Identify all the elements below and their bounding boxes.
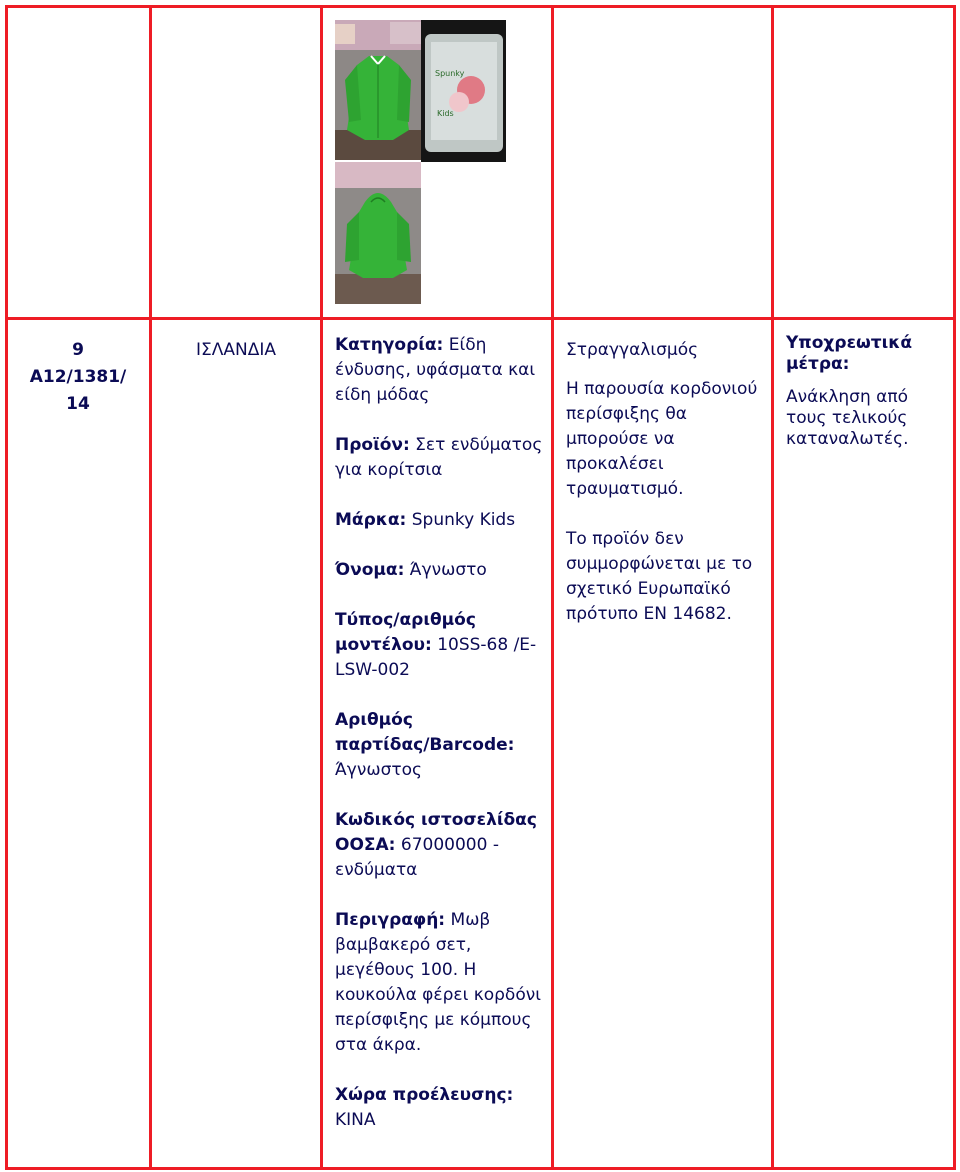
field-brand-label: Μάρκα: [335, 510, 407, 530]
field-oecd-code-value: 67000000 - ενδύματα [335, 835, 499, 880]
risk-details [566, 338, 766, 627]
col-border-4 [771, 5, 774, 1170]
field-name-value: Άγνωστο [404, 560, 487, 580]
field-batch [335, 708, 547, 783]
field-name [335, 558, 547, 583]
field-model-value: 10SS-68 /E-LSW-002 [335, 635, 537, 680]
field-model-label: Τύπος/αριθμός μοντέλου: [335, 610, 476, 655]
field-oecd-code-label: Κωδικός ιστοσελίδας ΟΟΣΑ: [335, 810, 537, 855]
row-number: 9 [72, 340, 84, 360]
reference-line-2: 14 [66, 394, 90, 414]
col-border-2 [320, 5, 323, 1170]
risk-description: Η παρουσία κορδονιού περίσφιξης θα μπορούσε να προκαλέσει τραυματισμό. [566, 379, 758, 499]
field-product-value: Σετ ενδύματος για κορίτσια [335, 435, 543, 480]
field-name-label: Όνομα: [335, 560, 405, 580]
field-model [335, 608, 547, 683]
jacket-back-photo [335, 162, 421, 304]
field-category [335, 333, 547, 408]
field-category-label: Κατηγορία: [335, 335, 444, 355]
field-product [335, 433, 547, 483]
field-batch-value: Άγνωστος [335, 760, 422, 780]
col-border-1 [149, 5, 152, 1170]
field-origin-label: Χώρα προέλευσης: [335, 1085, 514, 1105]
field-brand-value: Spunky Kids [406, 510, 516, 530]
field-origin [335, 1083, 547, 1133]
field-category-value: Είδη ένδυσης, υφάσματα και είδη μόδας [335, 335, 536, 405]
risk-compliance: Το προϊόν δεν συμμορφώνεται με το σχετικό Ευρωπαϊκό πρότυπο EN 14682. [566, 529, 753, 624]
col-border-5 [953, 5, 956, 1170]
col-border-3 [551, 5, 554, 1170]
field-product-label: Προϊόν: [335, 435, 410, 455]
row-divider [5, 317, 956, 320]
measures-text: Ανάκληση από τους τελικούς καταναλωτές. [786, 387, 909, 449]
notification-number [10, 338, 146, 417]
col-border-0 [5, 5, 8, 1170]
field-origin-value: ΚΙΝΑ [335, 1110, 376, 1130]
field-description-label: Περιγραφή: [335, 910, 446, 930]
field-description [335, 908, 547, 1058]
measures-details [786, 333, 951, 450]
notifying-country: ΙΣΛΑΝΔΙΑ [195, 340, 276, 360]
jacket-front-photo [335, 20, 421, 160]
table-bottom-border [5, 1167, 956, 1170]
field-batch-label: Αριθμός παρτίδας/Barcode: [335, 710, 515, 755]
svg-text:Spunky: Spunky [435, 69, 465, 78]
field-description-value: Μωβ βαμβακερό σετ, μεγέθους 100. Η κουκούλα φέρει κορδόνι περίσφιξης με κόμπους στα άκρα. [335, 910, 541, 1055]
measures-label: Υποχρεωτικά μέτρα: [786, 333, 913, 374]
product-details [335, 333, 547, 1133]
svg-text:Kids: Kids [437, 109, 454, 118]
risk-type: Στραγγαλισμός [566, 340, 699, 360]
field-brand [335, 508, 547, 533]
reference-line-1: A12/1381/ [29, 367, 127, 387]
table-top-border [5, 5, 956, 8]
packaging-photo [421, 20, 506, 162]
field-oecd-code [335, 808, 547, 883]
